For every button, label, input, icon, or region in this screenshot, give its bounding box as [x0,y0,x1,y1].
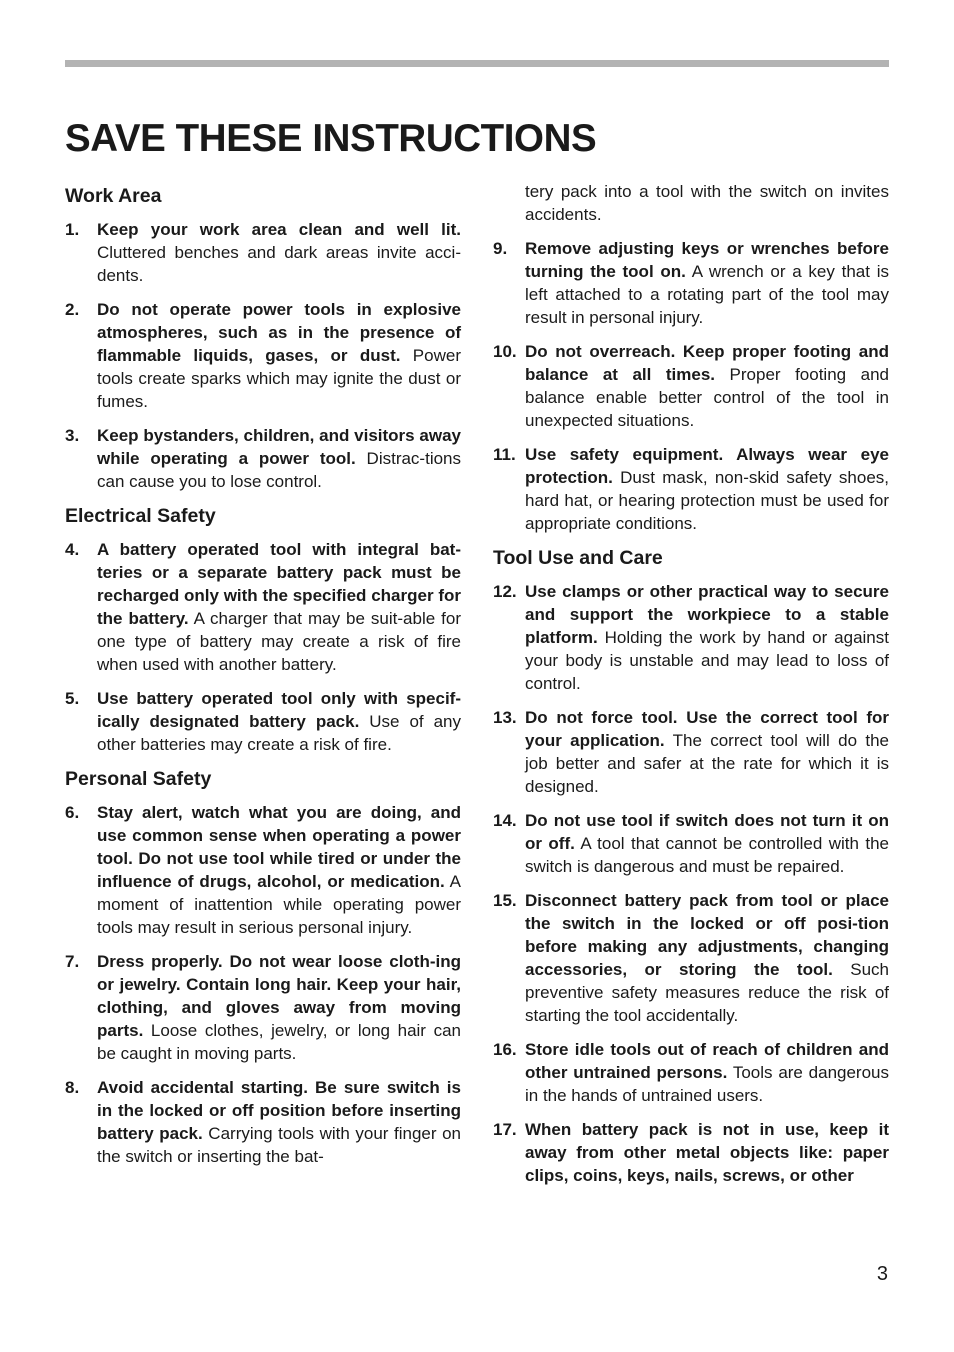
item-number: 8. [65,1078,80,1097]
item-number: 12. [493,582,517,601]
item-bold-text: Do not overreach. Keep proper footing and balance at all times. [525,342,889,384]
item-bold-text: Use clamps or other practical way to secure and support the workpiece to a stable platform. [525,582,889,647]
list-item [65,298,461,413]
section-heading-tool-use: Tool Use and Care [493,547,663,569]
list-item [493,340,889,432]
list-item [65,218,461,287]
item-number: 9. [493,239,508,258]
item-number: 10. [493,342,517,361]
item-text: Loose clothes, jewelry, or long hair can be caught in moving parts. [97,1021,461,1063]
item-bold-text: Use safety equipment. Always wear eye protection. [525,445,889,487]
item-number: 5. [65,689,80,708]
item-number: 4. [65,540,80,559]
item-bold-text: Keep bystanders, children, and visitors away while operating a power tool. [97,426,461,468]
list-item [65,950,461,1065]
item-text: Proper footing and balance enable better control of the tool in unexpected situations. [525,365,889,430]
item-text: Carrying tools with your finger on the switch or inserting the bat- [97,1124,461,1166]
item-number: 2. [65,300,80,319]
section-heading-work-area: Work Area [65,185,162,207]
item-bold-text: Dress properly. Do not wear loose cloth-ing or jewelry. Contain long hair. Keep your hair, clothing, and gloves away from moving parts. [97,952,461,1040]
item-bold-text: Keep your work area clean and well lit. [97,220,461,239]
item-number: 6. [65,803,80,822]
list-item [65,687,461,756]
list-item [493,706,889,798]
item-text: A charger that may be suit-able for one type of battery may create a risk of fire when used with another battery. [97,609,461,674]
item-number: 15. [493,891,517,910]
item-bold-text: Avoid accidental starting. Be sure switch is in the locked or off position before inserting battery pack. [97,1078,461,1143]
right-column [493,180,889,1198]
item-text: Such preventive safety measures reduce the risk of starting the tool accidentally. [525,960,889,1025]
item-number: 11. [493,445,516,464]
item-text: Cluttered benches and dark areas invite acci-dents. [97,243,461,285]
page-number: 3 [876,1263,888,1285]
page-title: SAVE THESE INSTRUCTIONS [65,117,597,160]
item-text: A moment of inattention while operating power tools may result in serious personal injury. [97,872,461,937]
item-bold-text: Stay alert, watch what you are doing, and use common sense when operating a power tool. Do not use tool while tired or under the influence of drugs, alcohol, or medication. [97,803,461,891]
list-item [65,801,461,939]
item-number: 1. [65,220,80,239]
item-bold-text: When battery pack is not in use, keep it away from other metal objects like: paper clips, coins, keys, nails, screws, or other [525,1120,889,1185]
left-column [65,180,461,1179]
list-item [65,538,461,676]
section-heading-personal-safety: Personal Safety [65,768,212,790]
item-text: The correct tool will do the job better and safer at the rate for which it is designed. [525,731,889,796]
list-item [493,237,889,329]
item-text: Use of any other batteries may create a risk of fire. [97,712,461,754]
item-text: A wrench or a key that is left attached to a rotating part of the tool may result in personal injury. [525,262,889,327]
item-number: 14. [493,811,517,830]
list-item [493,580,889,695]
item-text: Distrac-tions can cause you to lose control. [97,449,462,491]
item-bold-text: A battery operated tool with integral bat-teries or a separate battery pack must be recharged only with the specified charger for the battery. [97,540,461,628]
item-bold-text: Disconnect battery pack from tool or place the switch in the locked or off posi-tion before making any adjustments, changing accessories, or storing the tool. [525,891,889,979]
item-bold-text: Do not force tool. Use the correct tool for your application. [525,708,889,750]
list-item [65,1076,461,1168]
item-bold-text: Use battery operated tool only with specif-ically designated battery pack. [97,689,461,731]
list-item [493,443,889,535]
item-number: 16. [493,1040,517,1059]
item-bold-text: Do not operate power tools in explosive atmospheres, such as in the presence of flammable liquids, gases, or dust. [97,300,461,365]
item-number: 3. [65,426,80,445]
item-bold-text: Remove adjusting keys or wrenches before turning the tool on. [525,239,889,281]
list-item [493,889,889,1027]
list-item [65,424,461,493]
item-text: Holding the work by hand or against your body is unstable and may lead to loss of control. [525,628,889,693]
item-text: Dust mask, non-skid safety shoes, hard hat, or hearing protection must be used for appropriate conditions. [525,468,889,533]
section-heading-electrical-safety: Electrical Safety [65,505,216,527]
item-bold-text: Do not use tool if switch does not turn it on or off. [525,811,889,853]
item-number: 7. [65,952,80,971]
item-bold-text: Store idle tools out of reach of children and other untrained persons. [525,1040,889,1082]
list-item [493,1118,889,1187]
list-item [493,809,889,878]
header-rule [65,60,889,67]
item-text: A tool that cannot be controlled with the switch is dangerous and must be repaired. [525,834,889,876]
item-number: 13. [493,708,517,727]
list-item [493,1038,889,1107]
continued-paragraph: tery pack into a tool with the switch on invites accidents. [525,182,889,224]
item-number: 17. [493,1120,517,1139]
item-text: Tools are dangerous in the hands of untrained users. [525,1063,890,1105]
item-text: Power tools create sparks which may ignite the dust or fumes. [97,346,461,411]
